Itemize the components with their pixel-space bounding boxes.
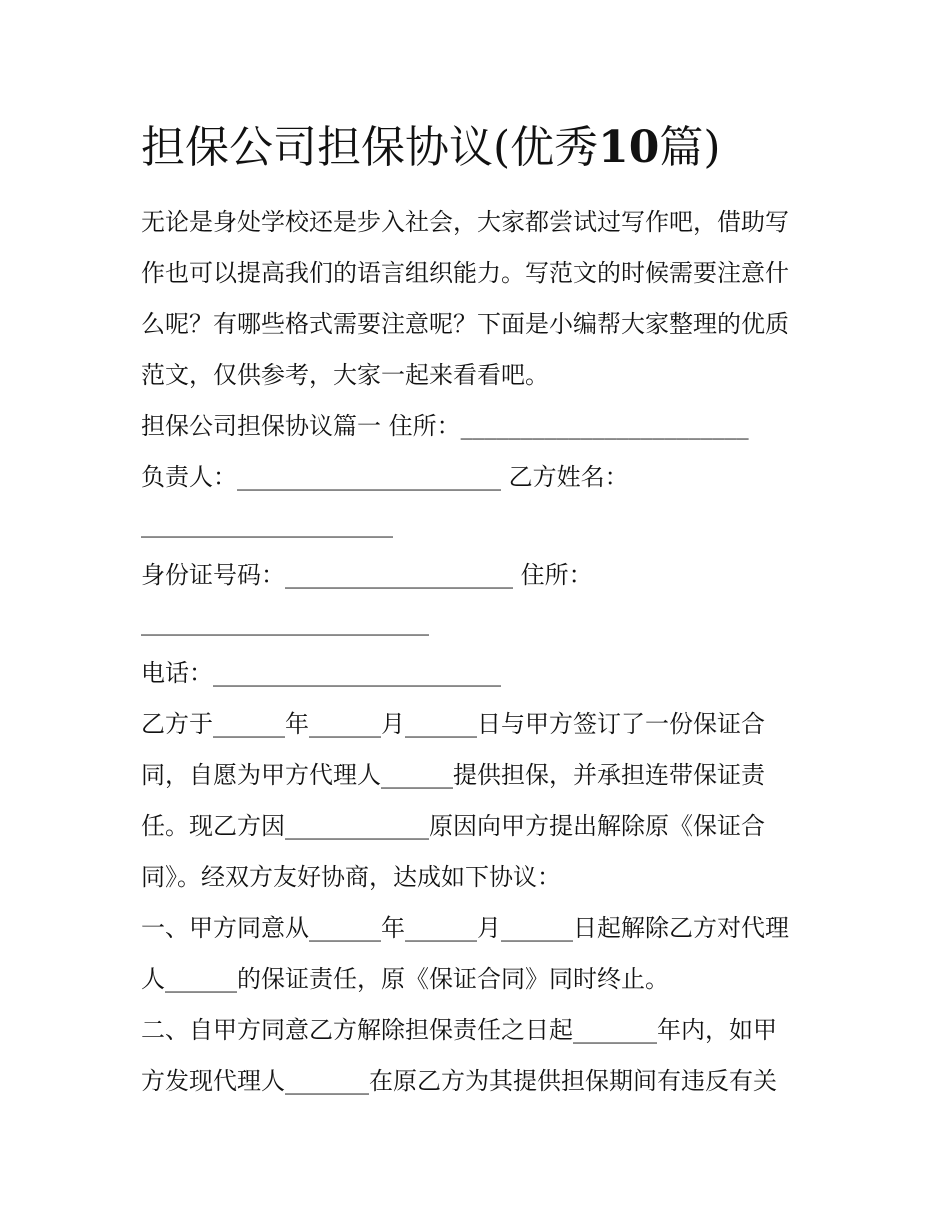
body-line: 一、甲方同意从______年______月______日起解除乙方对代理 bbox=[141, 914, 789, 942]
title-main: 担保公司担保协议(优秀 bbox=[141, 122, 599, 173]
body-line: 电话：________________________ bbox=[141, 659, 501, 687]
document-body bbox=[141, 197, 821, 1107]
body-line: 同》。经双方友好协商，达成如下协议： bbox=[141, 863, 561, 891]
title-end: 篇) bbox=[659, 122, 721, 173]
body-line: 乙方于______年______月______日与甲方签订了一份保证合 bbox=[141, 710, 765, 738]
body-line: ________________________ bbox=[141, 608, 429, 636]
body-line: 人______的保证责任，原《保证合同》同时终止。 bbox=[141, 965, 669, 993]
body-line: _____________________ bbox=[141, 510, 393, 538]
body-line: 任。现乙方因____________原因向甲方提出解除原《保证合 bbox=[141, 812, 765, 840]
body-line: 方发现代理人_______在原乙方为其提供担保期间有违反有关 bbox=[141, 1067, 777, 1095]
body-line: 身份证号码：___________________ 住所： bbox=[141, 561, 593, 589]
body-line: 无论是身处学校还是步入社会，大家都尝试过写作吧，借助写 bbox=[141, 208, 789, 236]
body-line: 同，自愿为甲方代理人______提供担保，并承担连带保证责 bbox=[141, 761, 765, 789]
body-line: 么呢？有哪些格式需要注意呢？下面是小编帮大家整理的优质 bbox=[141, 310, 789, 338]
body-line: 担保公司担保协议篇一 住所：________________________ bbox=[141, 412, 749, 440]
body-line: 二、自甲方同意乙方解除担保责任之日起_______年内，如甲 bbox=[141, 1016, 777, 1044]
body-line: 范文，仅供参考，大家一起来看看吧。 bbox=[141, 361, 549, 389]
body-line: 负责人：______________________ 乙方姓名： bbox=[141, 463, 629, 491]
body-line: 作也可以提高我们的语言组织能力。写范文的时候需要注意什 bbox=[141, 259, 789, 287]
document-title bbox=[141, 118, 721, 178]
title-number: 10 bbox=[598, 122, 660, 173]
